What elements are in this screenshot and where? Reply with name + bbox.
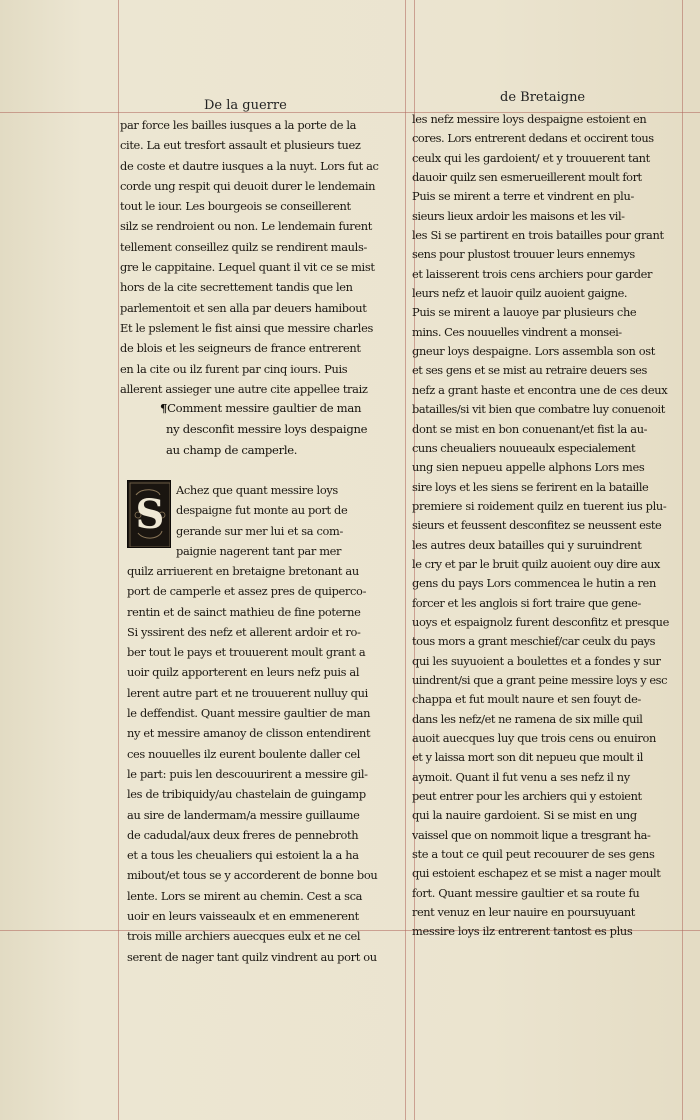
- text-line: et y laissa mort son dit nepueu que moult il: [412, 750, 643, 765]
- text-line: rentin et de sainct mathieu de fine poterne: [127, 604, 361, 619]
- text-line: ceulx qui les gardoient/ et y trouuerent tant: [412, 150, 650, 165]
- text-line: nefz a grant haste et encontra une de ces deux: [412, 382, 668, 397]
- text-line: au sire de landermam/a messire guillaume: [127, 807, 360, 822]
- text-line: uoir quilz apporterent en leurs nefz puis al: [127, 665, 360, 680]
- right-column: [412, 110, 682, 942]
- text-line: cuns cheualiers nouueaulx especialement: [412, 440, 636, 455]
- text-line: sens pour plustost trouuer leurs ennemys: [412, 247, 635, 262]
- text-line: parlementoit et sen alla par deuers hamibout: [120, 300, 367, 315]
- text-line: les de tribiquidy/au chastelain de guingamp: [127, 787, 366, 802]
- text-line: vaissel que on nommoit lique a tresgrant ha-: [412, 827, 651, 842]
- text-line: premiere si roidement quilz en tuerent ius plu-: [412, 498, 667, 513]
- text-line: despaigne fut monte au port de: [176, 503, 348, 518]
- text-line: Puis se mirent a terre et vindrent en plu-: [412, 189, 634, 204]
- text-line: uindrent/si que a grant peine messire loys y esc: [412, 672, 667, 687]
- text-line: dont se mist en bon conuenant/et fist la au-: [412, 421, 648, 436]
- chapter-heading-text: Comment messire gaultier de man: [167, 401, 362, 415]
- text-line: cite. La eut tresfort assault et plusieurs tuez: [120, 138, 361, 153]
- text-line: ber tout le pays et trouuerent moult grant a: [127, 645, 366, 660]
- text-line: Achez que quant messire loys: [176, 483, 338, 497]
- text-line: lerent autre part et ne trouuerent nulluy qui: [127, 685, 368, 700]
- text-line: dauoir quilz sen esmerueillerent moult fort: [412, 170, 642, 185]
- text-line: Si yssirent des nefz et allerent ardoir et ro-: [127, 624, 361, 639]
- text-line: allerent assieger une autre cite appellee traiz: [120, 381, 368, 396]
- text-line: paignie nagerent tant par mer: [176, 543, 342, 558]
- text-line: sieurs lieux ardoir les maisons et les vil-: [412, 208, 625, 223]
- text-line: batailles/si vit bien que combatre luy conuenoit: [412, 402, 665, 417]
- text-line: uoys et espaignolz furent desconfitz et presque: [412, 614, 670, 629]
- text-line: quilz arriuerent en bretaigne bretonant au: [127, 564, 359, 578]
- text-line: les Si se partirent en trois batailles pour grant: [412, 228, 664, 243]
- text-line: de blois et les seigneurs de france entrerent: [120, 341, 361, 356]
- text-line: port de camperle et assez pres de quiperco-: [127, 584, 367, 599]
- text-line: aymoit. Quant il fut venu a ses nefz il ny: [412, 769, 630, 784]
- text-line: cores. Lors entrerent dedans et occirent tous: [412, 131, 654, 146]
- text-line: gneur loys despaigne. Lors assembla son ost: [412, 344, 655, 359]
- left-column-bottom: [127, 561, 402, 967]
- text-line: ces nouuelles ilz eurent boulente daller cel: [127, 746, 361, 761]
- text-line: Et le pslement le fist ainsi que messire charles: [120, 320, 373, 335]
- text-line: serent de nager tant quilz vindrent au port ou: [127, 949, 377, 964]
- text-line: tellement conseillez quilz se rendirent mauls-: [120, 239, 367, 254]
- text-line: ny et messire amanoy de clisson entendirent: [127, 726, 371, 741]
- text-line: gens du pays Lors commencea le hutin a ren: [412, 576, 656, 591]
- text-line: et a tous les cheualiers qui estoient la a ha: [127, 848, 359, 863]
- left-column-top: [120, 115, 402, 399]
- text-line: lente. Lors se mirent au chemin. Cest a sca: [127, 888, 363, 903]
- chapter-heading-line: [160, 398, 402, 419]
- decorated-initial: [127, 480, 171, 548]
- initial-letter: S: [135, 491, 165, 538]
- text-line: les autres deux batailles qui y suruindrent: [412, 537, 642, 552]
- text-line: Puis se mirent a lauoye par plusieurs che: [412, 305, 637, 320]
- chapter-heading: [160, 398, 402, 461]
- running-header-left: De la guerre: [204, 98, 287, 113]
- left-column-indented: [176, 480, 402, 561]
- text-line: silz se rendroient ou non. Le lendemain furent: [120, 219, 373, 234]
- text-line: dans les nefz/et ne ramena de six mille quil: [412, 711, 643, 726]
- text-line: rent venuz en leur nauire en poursuyuant: [412, 905, 635, 920]
- text-line: sire loys et les siens se ferirent en la bataille: [412, 479, 649, 494]
- text-line: messire loys ilz entrerent tantost es plus: [412, 924, 633, 939]
- text-line: corde ung respit qui deuoit durer le lendemain: [120, 178, 376, 193]
- paragraph-mark-icon: ¶: [160, 401, 168, 415]
- text-line: gerande sur mer lui et sa com-: [176, 523, 343, 538]
- text-line: auoit auecques luy que trois cens ou enuiron: [412, 731, 656, 745]
- text-line: qui les suyuoient a boulettes et a fondes y sur: [412, 653, 661, 668]
- text-line: tous mors a grant meschief/car ceulx du pays: [412, 634, 656, 649]
- text-line: le cry et par le bruit quilz auoient ouy dire aux: [412, 556, 660, 571]
- text-line: leurs nefz et lauoir quilz auoient gaigne.: [412, 286, 628, 301]
- text-line: de cadudal/aux deux freres de pennebroth: [127, 827, 359, 842]
- text-line: mibout/et tous se y accorderent de bonne bou: [127, 868, 378, 883]
- text-line: sieurs et feussent desconfitez se neussent este: [412, 518, 662, 533]
- text-line: ste a tout ce quil peut recouurer de ses gens: [412, 847, 655, 862]
- rule-left-margin: [118, 0, 119, 1120]
- chapter-heading-line: ny desconfit messire loys despaigne: [166, 422, 368, 436]
- text-line: en la cite ou ilz furent par cinq iours. Puis: [120, 361, 348, 376]
- text-line: forcer et les anglois si fort traire que gene-: [412, 595, 641, 610]
- text-line: et ses gens et se mist au retraire deuers ses: [412, 363, 647, 378]
- decorated-initial-graphic: [128, 481, 171, 548]
- text-line: qui la nauire gardoient. Si se mist en ung: [412, 808, 637, 823]
- text-line: hors de la cite secrettement tandis que len: [120, 280, 353, 295]
- text-line: les nefz messire loys despaigne estoient en: [412, 112, 647, 126]
- text-line: gre le cappitaine. Lequel quant il vit ce se mist: [120, 260, 375, 275]
- text-line: de coste et dautre iusques a la nuyt. Lors fut ac: [120, 158, 379, 173]
- text-line: trois mille archiers auecques eulx et ne cel: [127, 929, 361, 944]
- text-line: qui estoient eschapez et se mist a nager moult: [412, 866, 661, 881]
- text-line: peut entrer pour les archiers qui y estoient: [412, 789, 642, 804]
- running-header-right: de Bretaigne: [500, 90, 586, 105]
- text-line: le deffendist. Quant messire gaultier de man: [127, 706, 371, 721]
- text-line: et laisserent trois cens archiers pour garder: [412, 266, 653, 281]
- text-line: uoir en leurs vaisseaulx et en emmenerent: [127, 909, 359, 924]
- rule-right-margin: [682, 0, 683, 1120]
- text-line: tout le iour. Les bourgeois se conseillerent: [120, 199, 351, 214]
- text-line: fort. Quant messire gaultier et sa route fu: [412, 885, 640, 900]
- chapter-heading-line: au champ de camperle.: [166, 443, 298, 457]
- text-line: le part: puis len descouurirent a messire gil-: [127, 766, 368, 781]
- rule-gutter-left: [405, 0, 406, 1120]
- text-line: chappa et fut moult naure et sen fouyt de-: [412, 692, 642, 707]
- text-line: mins. Ces nouuelles vindrent a monsei-: [412, 324, 622, 339]
- text-line: ung sien nepueu appelle alphons Lors mes: [412, 460, 645, 475]
- text-line: par force les bailles iusques a la porte de la: [120, 118, 357, 132]
